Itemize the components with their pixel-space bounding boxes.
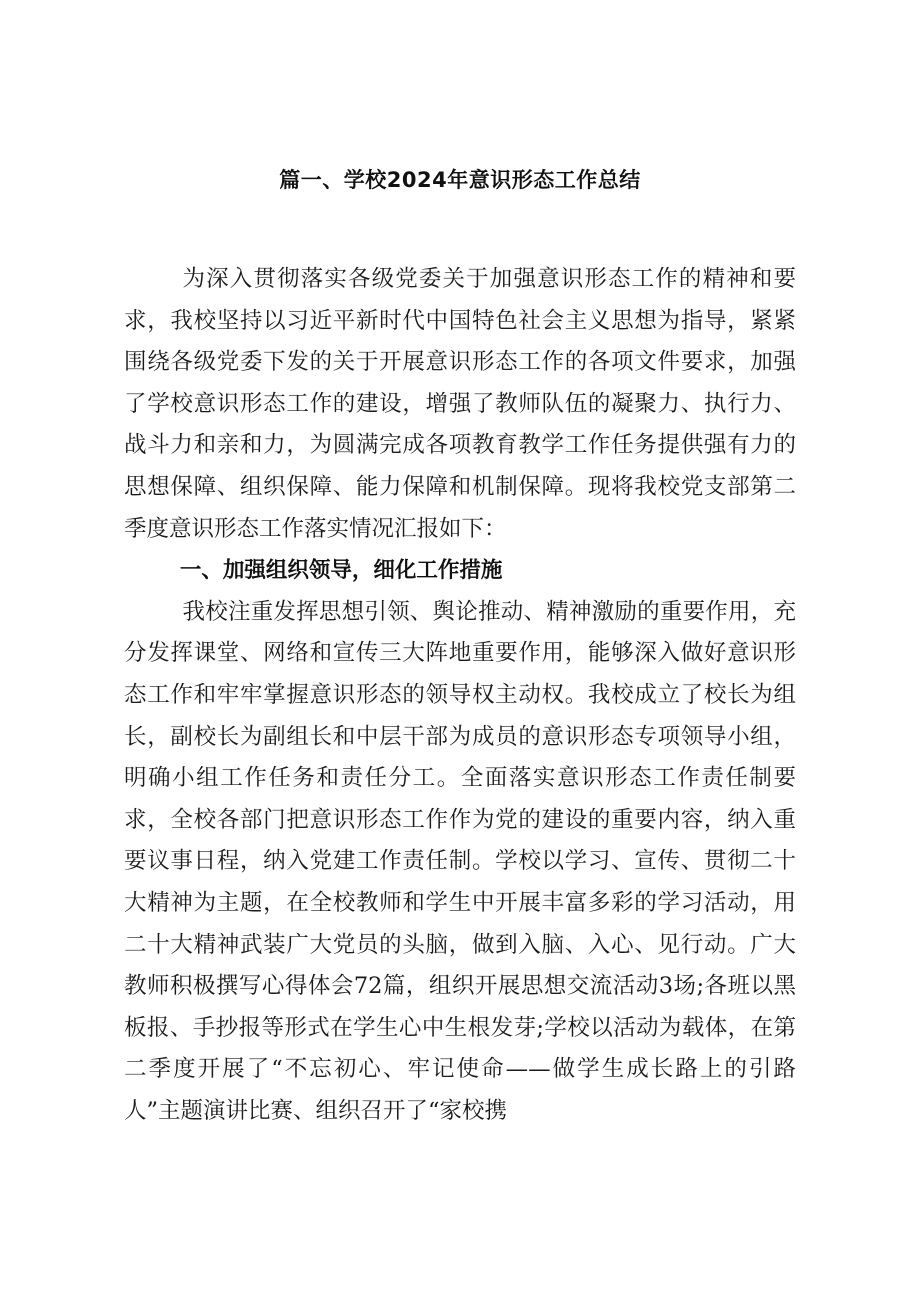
document-title: 篇一、学校2024年意识形态工作总结 [279, 168, 641, 192]
document-body [124, 259, 796, 1132]
section-heading: 一、加强组织领导，细化工作措施 [179, 558, 503, 584]
section-paragraph: 我校注重发挥思想引领、舆论推动、精神激励的重要作用，充分发挥课堂、网络和宣传三大阵地重要作用，能够深入做好意识形态工作和牢牢掌握意识形态的领导权主动权。我校成立了校长为组长，副校长为副组长和中层干部为成员的意识形态专项领导小组，明确小组工作任务和责任分工。全面落实意识形态工作责任制要求，全校各部门把意识形态工作作为党的建设的重要内容，纳入重要议事日程，纳入党建工作责任制。学校以学习、宣传、贯彻二十大精神为主题，在全校教师和学生中开展丰富多彩的学习活动，用二十大精神武装广大党员的头脑，做到入脑、入心、见行动。广大教师积极撰写心得体会72篇，组织开展思想交流活动3场;各班以黑板报、手抄报等形式在学生心中生根发芽;学校以活动为载体，在第二季度开展了“不忘初心、牢记使命——做学生成长路上的引路人”主题演讲比赛、组织召开了“家校携 [124, 598, 796, 1124]
intro-paragraph: 为深入贯彻落实各级党委关于加强意识形态工作的精神和要求，我校坚持以习近平新时代中国特色社会主义思想为指导，紧紧围绕各级党委下发的关于开展意识形态工作的各项文件要求，加强了学校意识形态工作的建设，增强了教师队伍的凝聚力、执行力、战斗力和亲和力，为圆满完成各项教育教学工作任务提供强有力的思想保障、组织保障、能力保障和机制保障。现将我校党支部第二季度意识形态工作落实情况汇报如下： [124, 266, 796, 542]
